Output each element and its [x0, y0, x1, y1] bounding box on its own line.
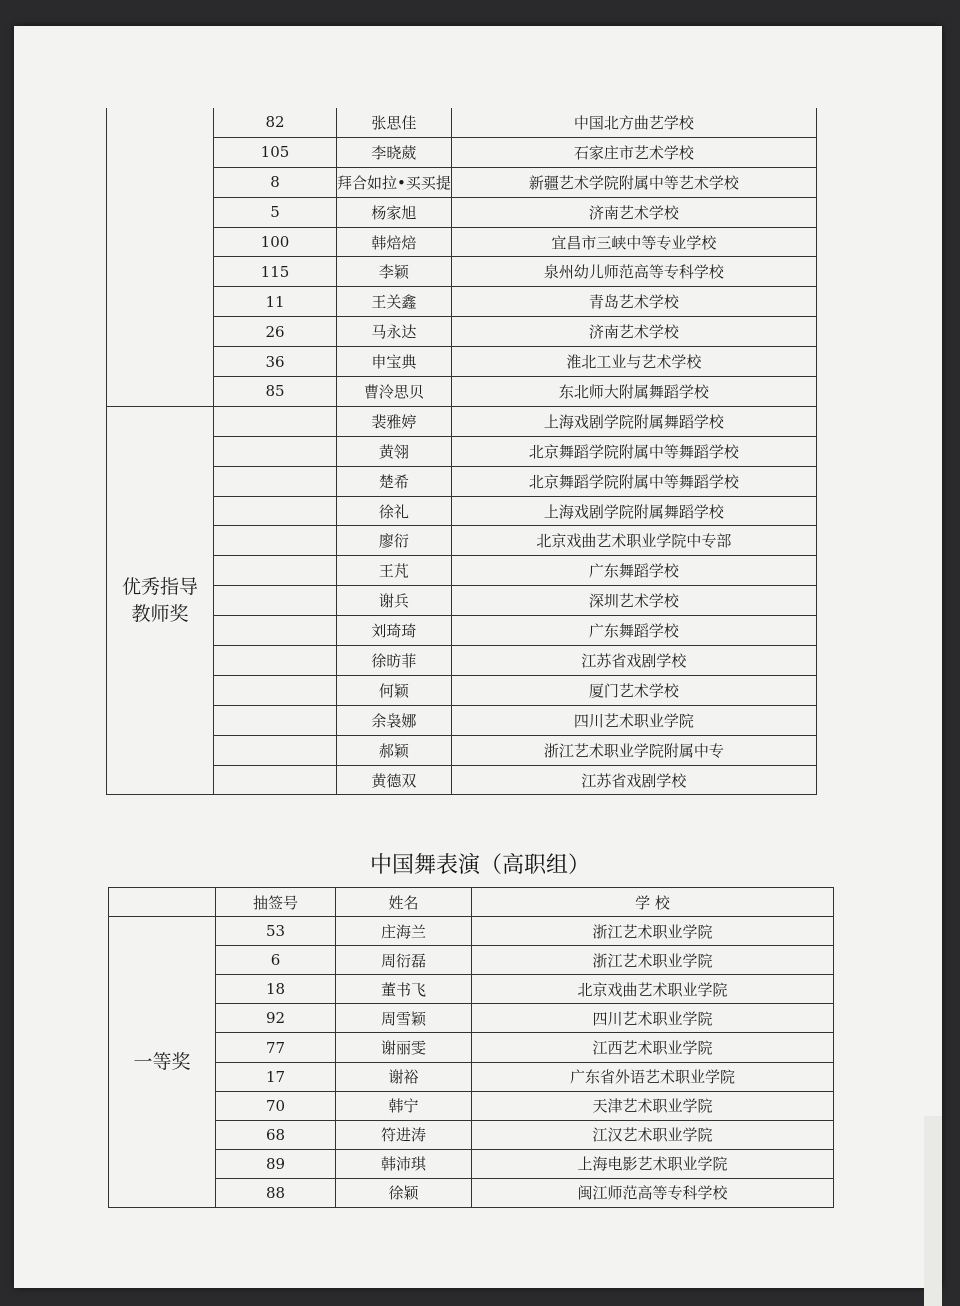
draw-number-cell: 68	[216, 1120, 336, 1149]
school-cell: 四川艺术职业学院	[451, 705, 816, 735]
school-cell: 浙江艺术职业学院	[472, 917, 834, 946]
draw-number-cell	[214, 406, 337, 436]
draw-number-cell: 8	[214, 167, 337, 197]
school-cell: 泉州幼儿师范高等专科学校	[451, 257, 816, 287]
name-cell: 余袅娜	[337, 705, 452, 735]
draw-number-cell: 115	[214, 257, 337, 287]
draw-number-cell: 92	[216, 1004, 336, 1033]
name-cell: 黄翎	[337, 436, 452, 466]
school-cell: 厦门艺术学校	[451, 675, 816, 705]
table-row	[107, 705, 817, 735]
school-cell: 青岛艺术学校	[451, 287, 816, 317]
school-cell: 北京舞蹈学院附属中等舞蹈学校	[451, 466, 816, 496]
school-cell: 新疆艺术学院附属中等艺术学校	[451, 167, 816, 197]
school-cell: 上海电影艺术职业学院	[472, 1149, 834, 1178]
school-cell: 四川艺术职业学院	[472, 1004, 834, 1033]
name-cell: 楚希	[337, 466, 452, 496]
school-cell: 江苏省戏剧学校	[451, 646, 816, 676]
table-row	[107, 137, 817, 167]
school-cell: 上海戏剧学院附属舞蹈学校	[451, 406, 816, 436]
name-cell: 庄海兰	[336, 917, 472, 946]
name-cell: 徐礼	[337, 496, 452, 526]
draw-number-cell: 100	[214, 227, 337, 257]
name-cell: 曹泠思贝	[337, 377, 452, 407]
school-cell: 广东舞蹈学校	[451, 556, 816, 586]
draw-number-cell: 88	[216, 1178, 336, 1207]
draw-number-cell	[214, 616, 337, 646]
name-cell: 裴雅婷	[337, 406, 452, 436]
draw-number-cell: 53	[216, 917, 336, 946]
school-cell: 深圳艺术学校	[451, 586, 816, 616]
school-cell: 济南艺术学校	[451, 317, 816, 347]
table-row	[109, 1149, 834, 1178]
school-cell: 江汉艺术职业学院	[472, 1120, 834, 1149]
name-cell: 申宝典	[337, 347, 452, 377]
header-school: 学 校	[472, 888, 834, 917]
table-row	[109, 1062, 834, 1091]
name-cell: 拜合如拉•买买提	[337, 167, 452, 197]
name-cell: 黄德双	[337, 765, 452, 795]
table-row	[107, 197, 817, 227]
table-row	[107, 287, 817, 317]
table-row	[107, 466, 817, 496]
name-cell: 王芃	[337, 556, 452, 586]
award-table-higher-vocational-group	[108, 887, 834, 1208]
name-cell: 周衍磊	[336, 946, 472, 975]
school-cell: 上海戏剧学院附属舞蹈学校	[451, 496, 816, 526]
draw-number-cell	[214, 675, 337, 705]
paper-edge	[924, 1116, 942, 1306]
school-cell: 浙江艺术职业学院	[472, 946, 834, 975]
table-row	[107, 496, 817, 526]
draw-number-cell	[214, 436, 337, 466]
table-row	[107, 406, 817, 436]
draw-number-cell: 36	[214, 347, 337, 377]
name-cell: 廖衍	[337, 526, 452, 556]
name-cell: 徐颖	[336, 1178, 472, 1207]
table-row	[107, 167, 817, 197]
school-cell: 济南艺术学校	[451, 197, 816, 227]
school-cell: 东北师大附属舞蹈学校	[451, 377, 816, 407]
draw-number-cell: 82	[214, 108, 337, 137]
name-cell: 徐昉菲	[337, 646, 452, 676]
draw-number-cell	[214, 556, 337, 586]
table-header-row	[109, 888, 834, 917]
draw-number-cell: 77	[216, 1033, 336, 1062]
table-row	[107, 586, 817, 616]
name-cell: 马永达	[337, 317, 452, 347]
table-row	[107, 675, 817, 705]
school-cell: 北京戏曲艺术职业学院中专部	[451, 526, 816, 556]
draw-number-cell: 26	[214, 317, 337, 347]
draw-number-cell: 5	[214, 197, 337, 227]
name-cell: 张思佳	[337, 108, 452, 137]
school-cell: 广东舞蹈学校	[451, 616, 816, 646]
name-cell: 何颖	[337, 675, 452, 705]
name-cell: 周雪颖	[336, 1004, 472, 1033]
name-cell: 韩焙焙	[337, 227, 452, 257]
table-row	[107, 556, 817, 586]
draw-number-cell: 17	[216, 1062, 336, 1091]
table-row	[107, 108, 817, 137]
section-title: 中国舞表演（高职组）	[369, 853, 590, 878]
table-row	[109, 1033, 834, 1062]
table-row	[107, 526, 817, 556]
draw-number-cell	[214, 496, 337, 526]
school-cell: 中国北方曲艺学校	[451, 108, 816, 137]
name-cell: 李颖	[337, 257, 452, 287]
table-row	[107, 317, 817, 347]
table-row	[107, 616, 817, 646]
table-row	[107, 377, 817, 407]
table-row	[107, 227, 817, 257]
school-cell: 江苏省戏剧学校	[451, 765, 816, 795]
category-cell-previous-award	[107, 108, 214, 406]
school-cell: 天津艺术职业学院	[472, 1091, 834, 1120]
draw-number-cell: 105	[214, 137, 337, 167]
school-cell: 北京舞蹈学院附属中等舞蹈学校	[451, 436, 816, 466]
table-row	[107, 257, 817, 287]
name-cell: 刘琦琦	[337, 616, 452, 646]
school-cell: 淮北工业与艺术学校	[451, 347, 816, 377]
name-cell: 郝颖	[337, 735, 452, 765]
draw-number-cell	[214, 735, 337, 765]
school-cell: 广东省外语艺术职业学院	[472, 1062, 834, 1091]
table-row	[109, 1091, 834, 1120]
table-row	[109, 1178, 834, 1207]
draw-number-cell	[214, 466, 337, 496]
draw-number-cell: 85	[214, 377, 337, 407]
school-cell: 北京戏曲艺术职业学院	[472, 975, 834, 1004]
draw-number-cell	[214, 586, 337, 616]
award-table-secondary-group	[106, 108, 817, 795]
draw-number-cell	[214, 646, 337, 676]
table-row	[109, 1120, 834, 1149]
category-cell-first-prize: 一等奖	[109, 917, 216, 1208]
header-category	[109, 888, 216, 917]
table-row	[107, 436, 817, 466]
draw-number-cell: 6	[216, 946, 336, 975]
school-cell: 闽江师范高等专科学校	[472, 1178, 834, 1207]
table-row	[109, 975, 834, 1004]
school-cell: 江西艺术职业学院	[472, 1033, 834, 1062]
table-row	[109, 917, 834, 946]
draw-number-cell	[214, 526, 337, 556]
table-row	[107, 646, 817, 676]
table-row	[109, 946, 834, 975]
category-cell-excellent-teacher-award: 优秀指导教师奖	[107, 406, 214, 795]
school-cell: 石家庄市艺术学校	[451, 137, 816, 167]
draw-number-cell: 89	[216, 1149, 336, 1178]
name-cell: 董书飞	[336, 975, 472, 1004]
name-cell: 李晓葳	[337, 137, 452, 167]
table-row	[109, 1004, 834, 1033]
table-row	[107, 765, 817, 795]
draw-number-cell	[214, 765, 337, 795]
school-cell: 宜昌市三峡中等专业学校	[451, 227, 816, 257]
table-row	[107, 347, 817, 377]
name-cell: 谢兵	[337, 586, 452, 616]
name-cell: 韩沛琪	[336, 1149, 472, 1178]
draw-number-cell	[214, 705, 337, 735]
name-cell: 谢裕	[336, 1062, 472, 1091]
header-name: 姓名	[336, 888, 472, 917]
name-cell: 谢丽雯	[336, 1033, 472, 1062]
draw-number-cell: 70	[216, 1091, 336, 1120]
name-cell: 符进涛	[336, 1120, 472, 1149]
header-draw-number: 抽签号	[216, 888, 336, 917]
table-row	[107, 735, 817, 765]
draw-number-cell: 18	[216, 975, 336, 1004]
draw-number-cell: 11	[214, 287, 337, 317]
name-cell: 韩宁	[336, 1091, 472, 1120]
school-cell: 浙江艺术职业学院附属中专	[451, 735, 816, 765]
name-cell: 王关鑫	[337, 287, 452, 317]
name-cell: 杨家旭	[337, 197, 452, 227]
